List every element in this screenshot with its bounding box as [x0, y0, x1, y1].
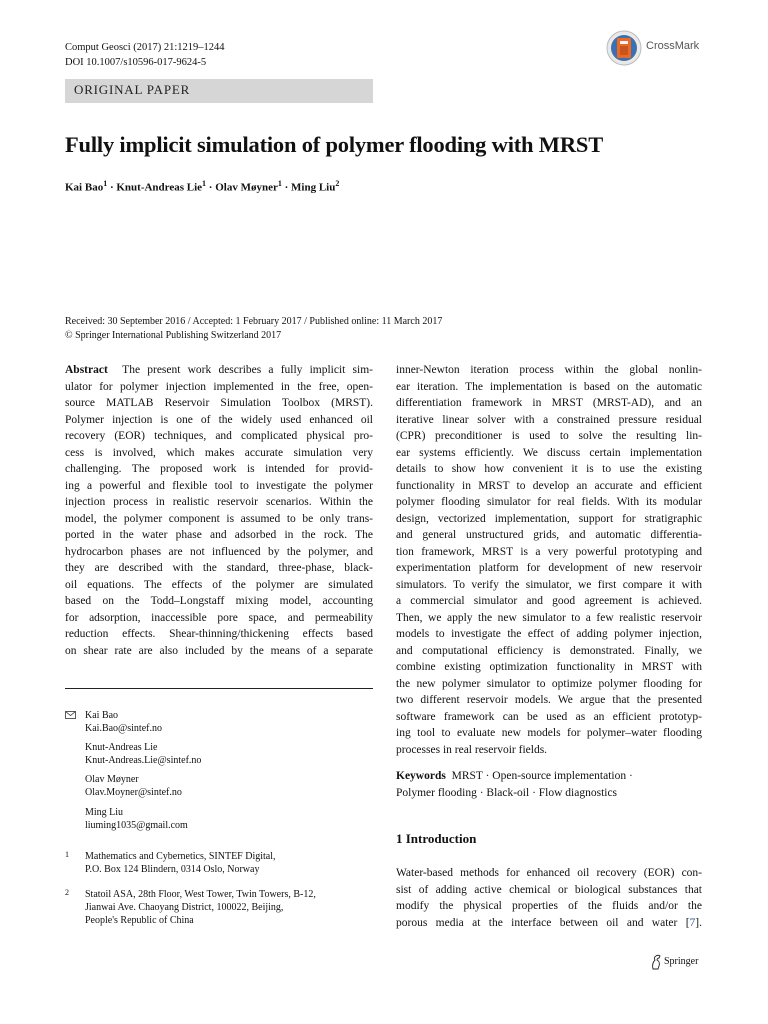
- abstract-line: iterative linear solver with a constrained pressure residual: [396, 413, 702, 426]
- affiliation-text: [85, 850, 276, 876]
- abstract-line: inner-Newton iteration process within the global nonlin-: [396, 364, 702, 376]
- abstract-right-column: [396, 362, 702, 758]
- abstract-line: hydrocarbon phases are not influenced by the polymer, and: [65, 545, 373, 558]
- affiliation-line: Statoil ASA, 28th Floor, West Tower, Twin Towers, B-12,: [85, 889, 316, 900]
- abstract-line: recovery (EOR) techniques, and complicated physical pro-: [65, 430, 373, 442]
- keywords: [396, 768, 702, 801]
- abstract-line: simulators. To verify the simulator, we first compare it with: [396, 578, 702, 591]
- affiliation-line: Mathematics and Cybernetics, SINTEF Digital,: [85, 851, 276, 862]
- abstract-line: models to investigate the effect of adding polymer injection,: [396, 628, 702, 640]
- abstract-line-text: The present work describes a fully implicit sim-: [122, 364, 374, 376]
- abstract-heading: Abstract: [65, 364, 108, 376]
- abstract-line: [65, 362, 373, 379]
- abstract-line: and computational efficiency is demonstrated. Finally, we: [396, 644, 702, 657]
- introduction-text: [396, 865, 702, 931]
- contact-name: Olav Møyner: [85, 774, 139, 785]
- abstract-line: oil equations. The effects of the polymer are simulated: [65, 578, 373, 591]
- abstract-line: source MATLAB Reservoir Simulation Toolbox (MRST).: [65, 397, 373, 409]
- affiliation-number: 2: [65, 888, 69, 897]
- author-affiliation-marker: 1: [103, 179, 108, 188]
- contact-name: Knut-Andreas Lie: [85, 742, 158, 753]
- abstract-line: software framework can be used as an efficient prototyp-: [396, 710, 702, 723]
- envelope-icon: [65, 711, 76, 719]
- crossmark-icon: [606, 30, 642, 66]
- author-affiliation-marker: 1: [277, 179, 282, 188]
- author-name[interactable]: Ming Liu: [291, 181, 336, 194]
- journal-citation: Comput Geosci (2017) 21:1219–1244: [65, 42, 225, 53]
- abstract-left-column: [65, 362, 373, 659]
- intro-line: modify the physical properties of the fluids and/or the: [396, 900, 702, 912]
- abstract-line: reduction effects. Shear-thinning/thickening effects based: [65, 628, 373, 640]
- abstract-line: two different reservoir models. We argue that the presented: [396, 694, 702, 706]
- abstract-line: combine existing optimization functionality in MRST with: [396, 661, 702, 673]
- springer-horse-icon: [650, 954, 662, 970]
- keywords-text: MRST · Open-source implementation ·: [451, 770, 633, 782]
- article-type-label: ORIGINAL PAPER: [74, 82, 191, 97]
- abstract-line: polymer flooding simulator for real fields. With its modular: [396, 496, 702, 508]
- abstract-line: the new polymer simulator to optimize polymer flooding for: [396, 677, 702, 690]
- intro-line-text: porous media at the interface between oil and water [7].: [396, 916, 702, 929]
- paper-title: Fully implicit simulation of polymer flooding with MRST: [65, 132, 603, 157]
- history-line: Received: 30 September 2016 / Accepted: 1 February 2017 / Published online: 11 March 2017: [65, 316, 443, 327]
- abstract-line: model, the polymer component is assumed to be only trans-: [65, 512, 373, 525]
- abstract-line: and general unstructured grids, and automatic differentia-: [396, 529, 702, 541]
- abstract-line: details to show how convenient it is to use the existing: [396, 463, 702, 475]
- affiliation-line: P.O. Box 124 Blindern, 0314 Oslo, Norway: [85, 864, 260, 875]
- affiliation-line: Jianwai Ave. Chaoyang District, 100022, Beijing,: [85, 902, 284, 913]
- intro-line: Water-based methods for enhanced oil recovery (EOR) con-: [396, 867, 702, 879]
- contact-name: Ming Liu: [85, 807, 124, 818]
- contact-entry: [85, 773, 182, 799]
- abstract-line: ear systems efficiently. We discuss certain implementation: [396, 446, 702, 459]
- contact-entry: [85, 709, 162, 735]
- abstract-line: differentiation framework in MRST (MRST-AD), and an: [396, 397, 702, 409]
- abstract-line: Then, we apply the new simulator to a few realistic reservoir: [396, 611, 702, 624]
- author-list: [65, 179, 339, 194]
- crossmark-label: CrossMark: [646, 40, 700, 52]
- keywords-line: [396, 768, 702, 785]
- abstract-line: Polymer injection is one of the widely used enhanced oil: [65, 413, 373, 426]
- contact-entry: [85, 806, 188, 832]
- journal-info: [65, 40, 225, 70]
- abstract-line: they are described with the standard, three-phase, black-: [65, 562, 373, 574]
- author-name[interactable]: Knut-Andreas Lie: [116, 181, 203, 194]
- intro-line: sist of adding active chemical or biological substances that: [396, 883, 702, 896]
- abstract-line: ing a powerful and flexible tool to investigate the polymer: [65, 479, 373, 492]
- contact-entry: [85, 741, 201, 767]
- publication-dates: [65, 315, 442, 343]
- author-separator: ·: [281, 181, 292, 194]
- column-divider: [65, 688, 373, 689]
- abstract-line: ing tool to evaluate new models for polymer–water flooding: [396, 727, 702, 739]
- intro-line: [396, 915, 702, 932]
- abstract-line: design, vectorized implementation, support for stratigraphic: [396, 512, 702, 525]
- abstract-line: for adsorption, inaccessible pore space, and permeability: [65, 611, 373, 624]
- author-affiliation-marker: 1: [202, 179, 207, 188]
- abstract-line: ported in the water phase and adsorbed in the rock. The: [65, 529, 373, 541]
- author-name[interactable]: Olav Møyner: [215, 181, 278, 194]
- contact-email[interactable]: Kai.Bao@sintef.no: [85, 723, 162, 734]
- abstract-line: on shear rate are also included by the means of a separate: [65, 644, 373, 657]
- affiliation-line: People's Republic of China: [85, 915, 194, 926]
- abstract-line: (CPR) preconditioner is used to solve the resulting lin-: [396, 430, 702, 442]
- abstract-line: cess is involved, which makes accurate simulation very: [65, 446, 373, 459]
- citation-link[interactable]: 7: [689, 916, 696, 929]
- abstract-line: functionality in MRST to develop an accurate and efficient: [396, 479, 702, 492]
- affiliation-text: [85, 888, 316, 927]
- affiliation-number: 1: [65, 850, 69, 859]
- author-name[interactable]: Kai Bao: [65, 181, 104, 194]
- keywords-line: Polymer flooding · Black-oil · Flow diagnostics: [396, 786, 618, 799]
- crossmark-badge[interactable]: [606, 30, 714, 66]
- section-heading-introduction: 1 Introduction: [396, 831, 477, 846]
- abstract-line: challenging. The proposed work is intended for provid-: [65, 463, 373, 475]
- abstract-line: tion framework, MRST is a very powerful prototyping and: [396, 545, 702, 558]
- contact-email[interactable]: liuming1035@gmail.com: [85, 820, 188, 831]
- publisher-logo: [650, 954, 710, 970]
- copyright-line: © Springer International Publishing Switzerland 2017: [65, 330, 282, 341]
- abstract-line: ulator for polymer injection implemented in the free, open-: [65, 380, 373, 393]
- contact-name: Kai Bao: [85, 710, 119, 721]
- abstract-line: injection process in realistic reservoir scenarios. Within the: [65, 496, 373, 508]
- author-separator: ·: [206, 181, 216, 194]
- abstract-line: a commercial simulator and good agreement is achieved.: [396, 595, 702, 607]
- abstract-line: based on the Todd–Longstaff mixing model, accounting: [65, 595, 373, 607]
- author-separator: ·: [107, 181, 117, 194]
- journal-doi: DOI 10.1007/s10596-017-9624-5: [65, 57, 207, 68]
- abstract-line: ear iteration. The implementation is based on the automatic: [396, 380, 702, 393]
- abstract-line: processes in real reservoir fields.: [396, 743, 548, 756]
- keywords-heading: Keywords: [396, 770, 446, 782]
- contact-email[interactable]: Olav.Moyner@sintef.no: [85, 787, 182, 798]
- author-affiliation-marker: 2: [335, 179, 340, 188]
- contact-email[interactable]: Knut-Andreas.Lie@sintef.no: [85, 755, 202, 766]
- article-type-banner: [65, 79, 373, 103]
- publisher-name: Springer: [664, 956, 699, 967]
- abstract-line: experimentation platform for development of new reservoir: [396, 562, 702, 574]
